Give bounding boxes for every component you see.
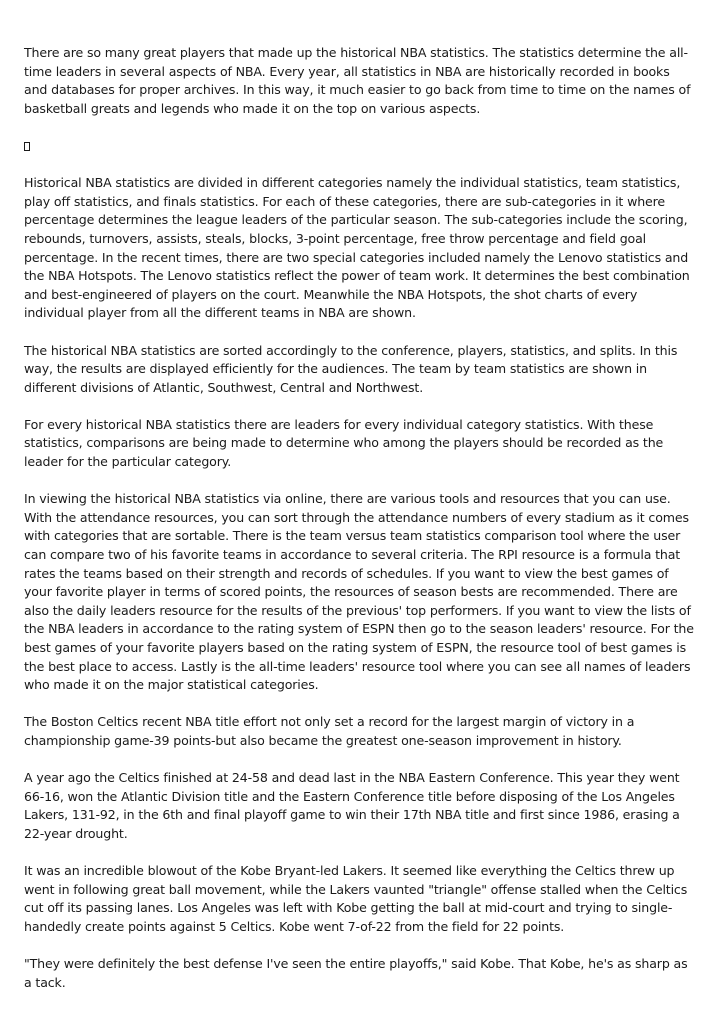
- paragraph-categories: Historical NBA statistics are divided in different categories namely the individual statistics, team statistics, play off statistics, and finals statistics. For each of these categories, there are sub-categories in it where percentage determines the league leaders of the particular season. The sub-categories include the scoring, rebounds, turnovers, assists, steals, blocks, 3-point percentage, free throw percentage and field goal percentage. In the recent times, there are two special categories included namely the Lenovo statistics and the NBA Hotspots. The Lenovo statistics reflect the power of team work. It determines the best combination and best-engineered of players on the court. Meanwhile the NBA Hotspots, the shot charts of every individual player from all the different teams in NBA are shown.: [24, 175, 690, 321]
- paragraph-intro: There are so many great players that made up the historical NBA statistics. The statistics determine the all-time leaders in several aspects of NBA. Every year, all statistics in NBA are historically recorded in books and databases for proper archives. In this way, it much easier to go back from time to time on the names of basketball greats and legends who made it on the top on various aspects.: [24, 45, 691, 116]
- missing-glyph-icon-row: [24, 137, 696, 156]
- article-body: [24, 44, 696, 1011]
- paragraph-online-tools: In viewing the historical NBA statistics via online, there are various tools and resources that you can use. With the attendance resources, you can sort through the attendance numbers of every stadium as it comes with categories that are sortable. There is the team versus team statistics comparison tool where the user can compare two of his favorite teams in accordance to several criteria. The RPI resource is a formula that rates the teams based on their strength and records of schedules. If you want to view the best games of your favorite player in terms of scored points, the resources of season bests are recommended. There are also the daily leaders resource for the results of the previous' top performers. If you want to view the lists of the NBA leaders in accordance to the rating system of ESPN then go to the season leaders' resource. For the best games of your favorite players based on the rating system of ESPN, the resource tool of best games is the best place to access. Lastly is the all-time leaders' resource tool where you can see all names of leaders who made it on the major statistical categories.: [24, 491, 694, 693]
- missing-glyph-icon: [24, 142, 30, 151]
- paragraph-celtics-record: The Boston Celtics recent NBA title effort not only set a record for the largest margin of victory in a championship game-39 points-but also became the greatest one-season improvement in history.: [24, 714, 635, 748]
- paragraph-sorting: The historical NBA statistics are sorted accordingly to the conference, players, statistics, and splits. In this way, the results are displayed efficiently for the audiences. The team by team statistics are shown in different divisions of Atlantic, Southwest, Central and Northwest.: [24, 342, 678, 395]
- paragraph-leaders: For every historical NBA statistics there are leaders for every individual category statistics. With these statistics, comparisons are being made to determine who among the players should be recorded as the leader for the particular category.: [24, 416, 664, 470]
- paragraph-celtics-season: A year ago the Celtics finished at 24-58 and dead last in the NBA Eastern Conference. This year they went 66-16, won the Atlantic Division title and the Eastern Conference title before disposing of the Los Angeles Lakers, 131-92, in the 6th and final playoff game to win their 17th NBA title and first since 1986, erasing a 22-year drought.: [24, 770, 680, 841]
- paragraph-kobe-blowout: It was an incredible blowout of the Kobe Bryant-led Lakers. It seemed like everything the Celtics threw up went in following great ball movement, while the Lakers vaunted "triangle" offense stalled when the Celtics cut off its passing lanes. Los Angeles was left with Kobe getting the ball at mid-court and trying to single-handedly create points against 5 Celtics. Kobe went 7-of-22 from the field for 22 points.: [24, 863, 688, 934]
- paragraph-kobe-quote: "They were definitely the best defense I've seen the entire playoffs," said Kobe. That Kobe, he's as sharp as a tack.: [24, 956, 688, 990]
